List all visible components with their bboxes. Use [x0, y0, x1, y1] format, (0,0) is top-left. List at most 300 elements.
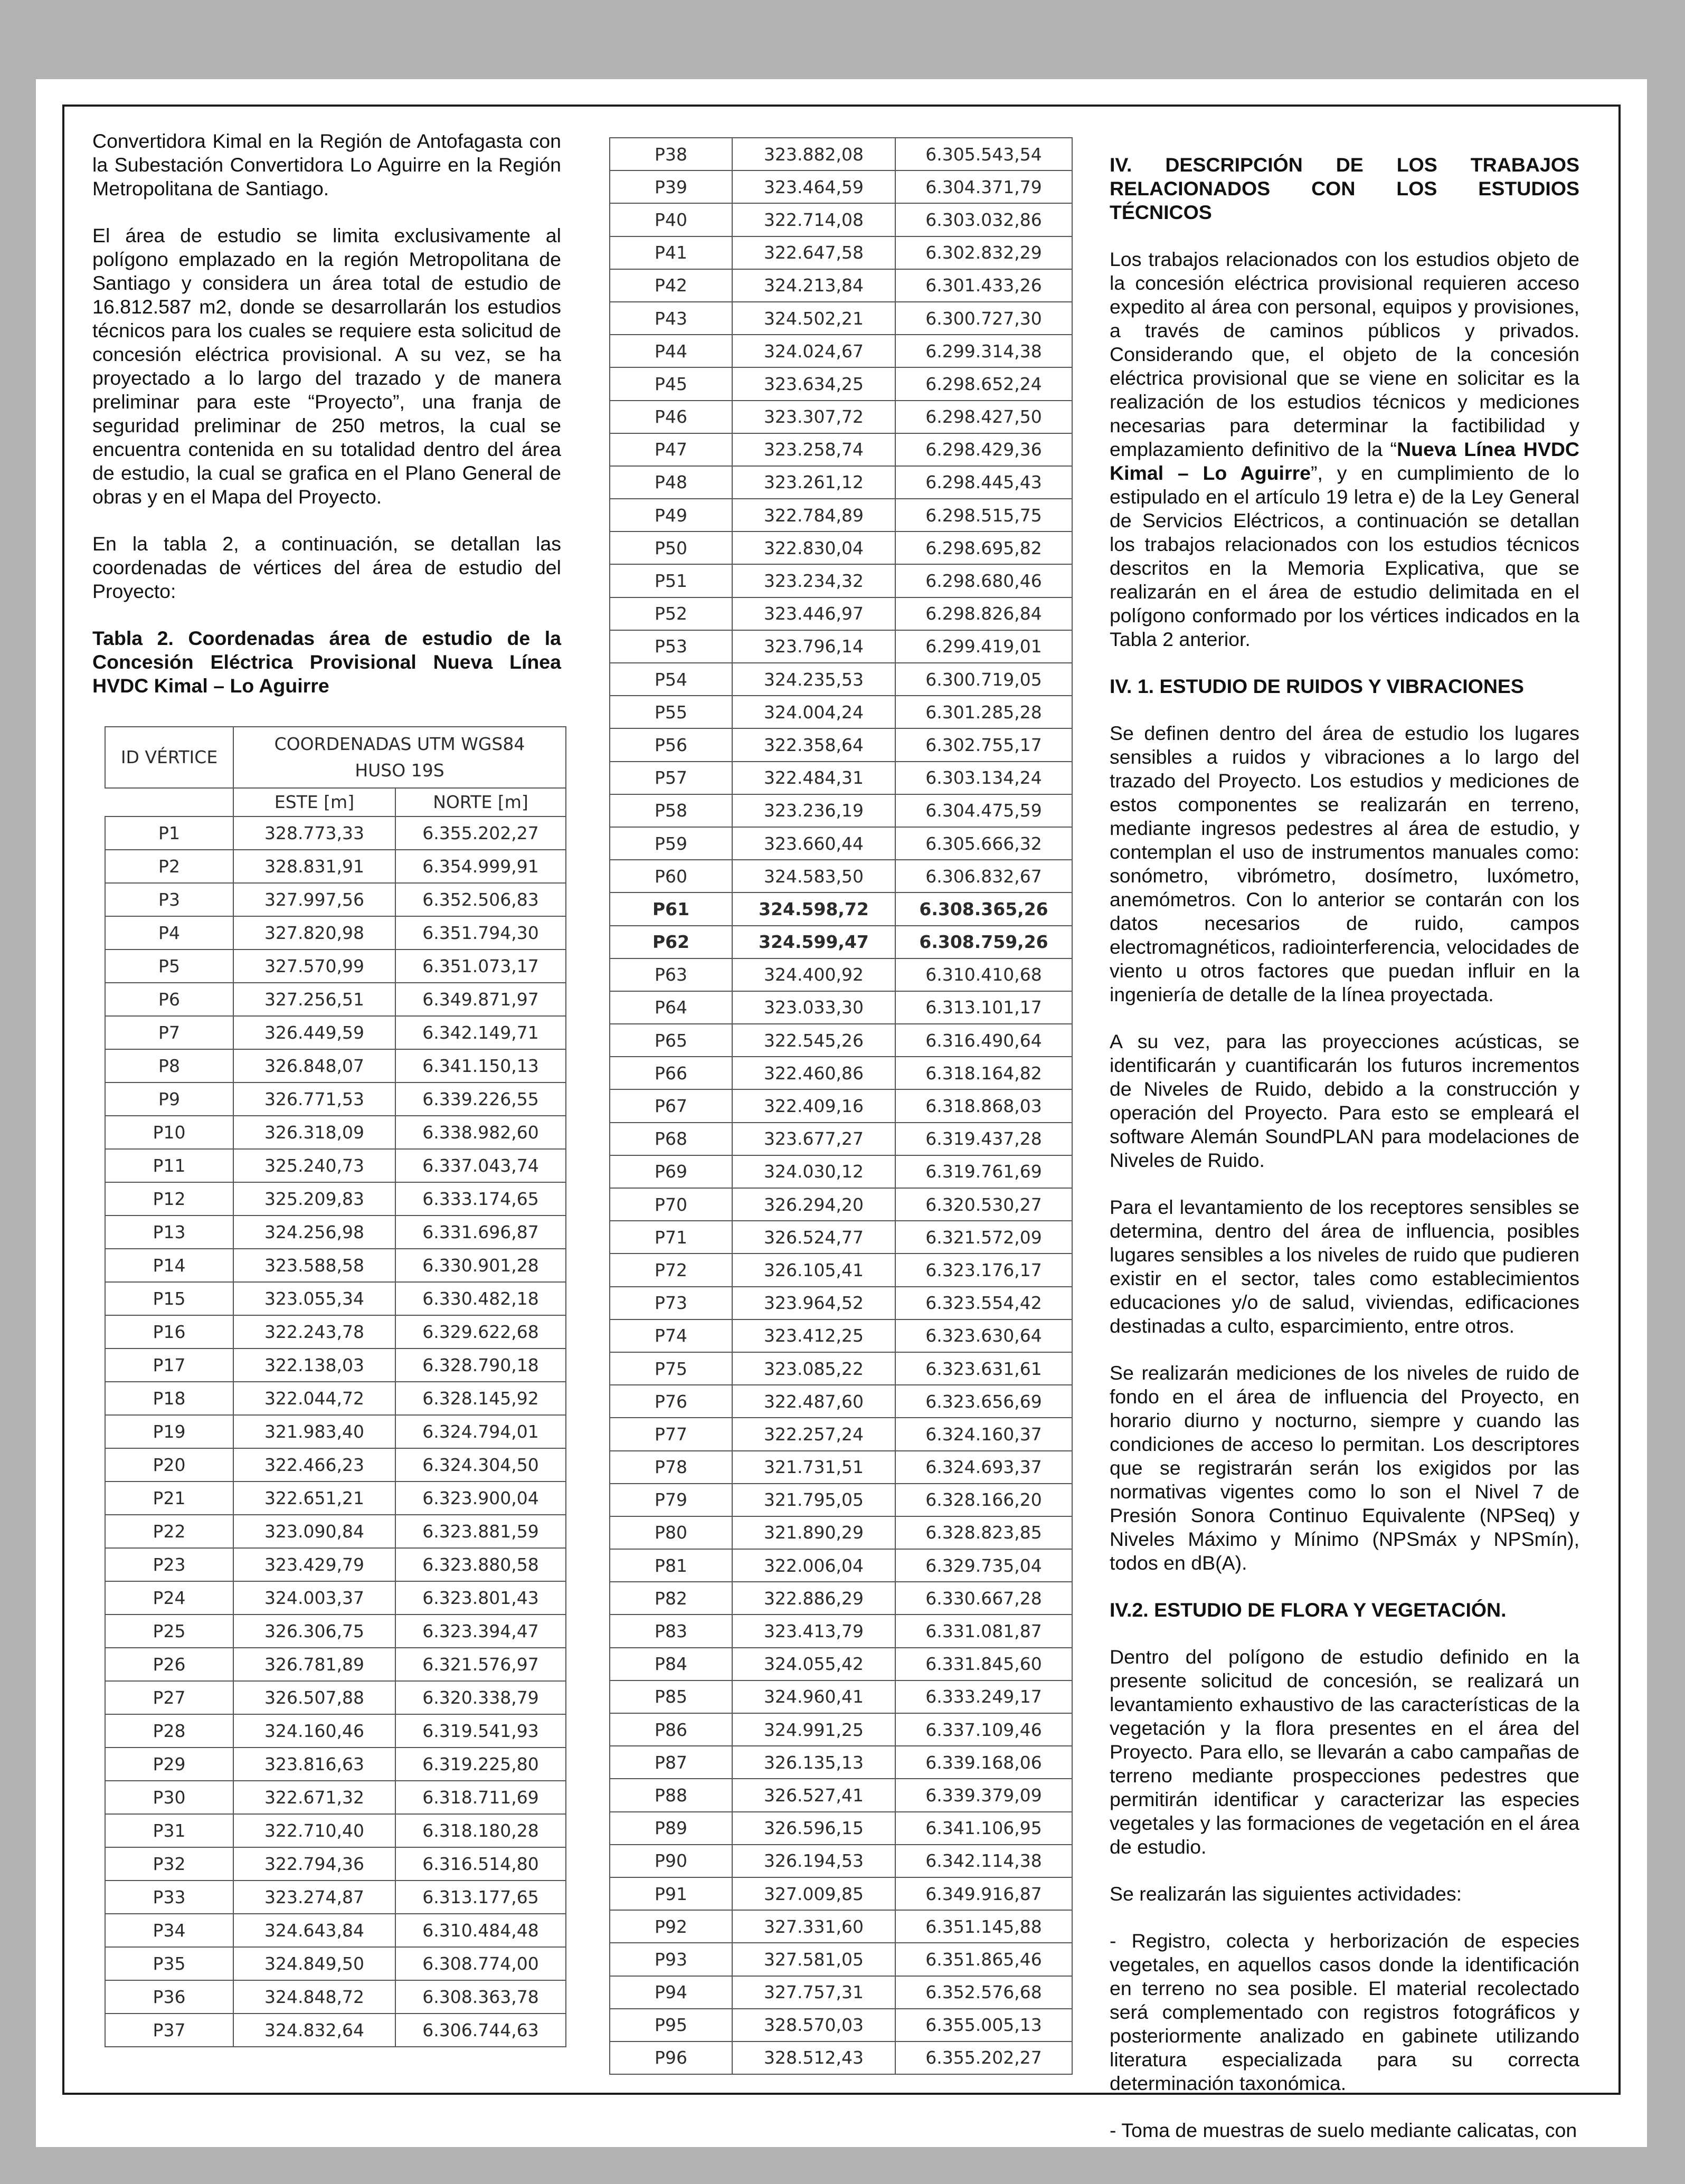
header-coordinates: COORDENADAS UTM WGS84 HUSO 19S	[233, 727, 566, 788]
table-row	[610, 1713, 1072, 1746]
este-cell: 323.236,19	[732, 794, 895, 827]
vertex-id-cell: P4	[105, 916, 233, 949]
paragraph-noise-2: A su vez, para las proyecciones acústicas, se identificarán y cuantificarán los futuros incrementos de Niveles de Ruido, debido a la construcción y operación del Proyecto. Para esto se empleará el software Alemán SoundPLAN para modelaciones de Niveles de Ruido.	[1110, 1030, 1579, 1171]
vertex-id-cell: P32	[105, 1847, 233, 1881]
table-row	[105, 1382, 566, 1415]
table-row	[105, 1182, 566, 1216]
vertex-id-cell: P11	[105, 1149, 233, 1182]
este-cell: 323.964,52	[732, 1287, 895, 1319]
table-row	[105, 1914, 566, 1947]
este-cell: 327.581,05	[732, 1943, 895, 1976]
norte-cell: 6.330.482,18	[395, 1282, 566, 1315]
table-row	[610, 597, 1072, 630]
table-row	[105, 1980, 566, 2014]
vertex-id-cell: P43	[610, 302, 732, 335]
norte-cell: 6.351.865,46	[895, 1943, 1072, 1976]
table-row	[105, 1581, 566, 1615]
norte-cell: 6.338.982,60	[395, 1116, 566, 1149]
norte-cell: 6.318.868,03	[895, 1089, 1072, 1122]
table-row	[105, 2014, 566, 2047]
vertex-id-cell: P26	[105, 1648, 233, 1681]
vertex-id-cell: P60	[610, 860, 732, 892]
norte-cell: 6.324.693,37	[895, 1451, 1072, 1484]
este-cell: 323.085,22	[732, 1352, 895, 1385]
vertex-id-cell: P95	[610, 2009, 732, 2041]
este-cell: 323.446,97	[732, 597, 895, 630]
vertex-id-cell: P56	[610, 728, 732, 761]
norte-cell: 6.321.576,97	[395, 1648, 566, 1681]
este-cell: 323.090,84	[233, 1515, 395, 1548]
norte-cell: 6.337.109,46	[895, 1713, 1072, 1746]
vertex-id-cell: P65	[610, 1024, 732, 1057]
paragraph-flora-1: Dentro del polígono de estudio definido en la presente solicitud de concesión, se realizará un levantamiento exhaustivo de las características de la vegetación y la flora presentes en el área del Proyecto. Para ello, se llevarán a cabo campañas de terreno mediante prospecciones pedestres que permitirán identificar y caracterizar las especies vegetales y las formaciones de vegetación en el área de estudio.	[1110, 1646, 1579, 1858]
vertex-id-cell: P72	[610, 1254, 732, 1286]
vertex-id-cell: P2	[105, 850, 233, 883]
section-heading-iv: IV. DESCRIPCIÓN DE LOS TRABAJOS RELACIONADOS CON LOS ESTUDIOS TÉCNICOS	[1110, 154, 1579, 223]
table-row	[105, 1149, 566, 1182]
table-row	[610, 1385, 1072, 1418]
este-cell: 326.135,13	[732, 1746, 895, 1779]
este-cell: 322.651,21	[233, 1482, 395, 1515]
este-cell: 328.773,33	[233, 816, 395, 850]
este-cell: 324.030,12	[732, 1155, 895, 1188]
table-row	[105, 850, 566, 883]
norte-cell: 6.323.176,17	[895, 1254, 1072, 1286]
este-cell: 322.830,04	[732, 531, 895, 564]
este-cell: 326.527,41	[732, 1779, 895, 1811]
este-cell: 324.024,67	[732, 335, 895, 367]
table-row	[610, 433, 1072, 466]
table-row	[610, 531, 1072, 564]
table-row	[610, 1516, 1072, 1549]
table-row	[610, 860, 1072, 892]
table-row	[105, 1349, 566, 1382]
table-row	[105, 816, 566, 850]
coordinates-table-part-1	[105, 726, 566, 2047]
vertex-id-cell: P93	[610, 1943, 732, 1976]
norte-cell: 6.323.631,61	[895, 1352, 1072, 1385]
norte-cell: 6.308.759,26	[895, 926, 1072, 958]
table-row	[105, 1082, 566, 1116]
norte-cell: 6.303.134,24	[895, 762, 1072, 794]
este-cell: 325.209,83	[233, 1182, 395, 1216]
norte-cell: 6.298.515,75	[895, 499, 1072, 531]
vertex-id-cell: P6	[105, 983, 233, 1016]
vertex-id-cell: P89	[610, 1812, 732, 1845]
norte-cell: 6.323.881,59	[395, 1515, 566, 1548]
este-cell: 322.044,72	[233, 1382, 395, 1415]
table-row	[610, 138, 1072, 170]
vertex-id-cell: P67	[610, 1089, 732, 1122]
norte-cell: 6.319.761,69	[895, 1155, 1072, 1188]
vertex-id-cell: P34	[105, 1914, 233, 1947]
vertex-id-cell: P75	[610, 1352, 732, 1385]
este-cell: 323.634,25	[732, 367, 895, 400]
este-cell: 324.583,50	[732, 860, 895, 892]
paragraph-noise-3: Para el levantamiento de los receptores sensibles se determina, dentro del área de influencia, posibles lugares sensibles a los niveles de ruido que pudieren existir en el sector, tales como establecimientos educaciones y/o de salud, viviendas, edificaciones destinadas a culto, esparcimiento, entre otros.	[1110, 1196, 1579, 1337]
este-cell: 327.331,60	[732, 1910, 895, 1943]
norte-cell: 6.324.304,50	[395, 1448, 566, 1482]
vertex-id-cell: P10	[105, 1116, 233, 1149]
table-row	[105, 1881, 566, 1914]
paragraph-noise-1: Se definen dentro del área de estudio los lugares sensibles a ruidos y vibraciones a lo largo del trazado del Proyecto. Los estudios y mediciones de estos componentes se realizarán en terreno, mediante ingresos pedestres al área de estudio, y contemplan el uso de instrumentos manuales como: sonómetro, vibrómetro, dosímetro, luxómetro, anemómetros. Con lo anterior se contarán con los datos necesarios de ruido, campos electromagnéticos, radiointerferencia, velocidades de viento u otros factores que puedan influir en la ingeniería de detalle de la línea proyectada.	[1110, 722, 1579, 1005]
norte-cell: 6.298.826,84	[895, 597, 1072, 630]
este-cell: 323.413,79	[732, 1615, 895, 1647]
este-cell: 321.795,05	[732, 1484, 895, 1516]
table-row	[610, 466, 1072, 499]
este-cell: 322.243,78	[233, 1315, 395, 1349]
norte-cell: 6.304.371,79	[895, 170, 1072, 203]
este-cell: 322.784,89	[732, 499, 895, 531]
table-row	[610, 564, 1072, 597]
este-cell: 324.055,42	[732, 1648, 895, 1680]
este-cell: 322.710,40	[233, 1814, 395, 1847]
este-cell: 324.643,84	[233, 1914, 395, 1947]
vertex-id-cell: P50	[610, 531, 732, 564]
norte-cell: 6.349.916,87	[895, 1877, 1072, 1910]
table-row	[610, 926, 1072, 958]
table-row	[105, 1748, 566, 1781]
norte-cell: 6.323.880,58	[395, 1548, 566, 1581]
vertex-id-cell: P15	[105, 1282, 233, 1315]
norte-cell: 6.310.484,48	[395, 1914, 566, 1947]
este-cell: 323.261,12	[732, 466, 895, 499]
norte-cell: 6.351.145,88	[895, 1910, 1072, 1943]
table-row	[610, 236, 1072, 269]
este-cell: 323.274,87	[233, 1881, 395, 1914]
table-row	[610, 1615, 1072, 1647]
este-cell: 324.598,72	[732, 892, 895, 925]
vertex-id-cell: P92	[610, 1910, 732, 1943]
este-cell: 326.771,53	[233, 1082, 395, 1116]
este-cell: 326.306,75	[233, 1615, 395, 1648]
este-cell: 322.409,16	[732, 1089, 895, 1122]
vertex-id-cell: P29	[105, 1748, 233, 1781]
este-cell: 322.466,23	[233, 1448, 395, 1482]
norte-cell: 6.305.543,54	[895, 138, 1072, 170]
norte-cell: 6.339.379,09	[895, 1779, 1072, 1811]
este-cell: 328.512,43	[732, 2041, 895, 2074]
table-caption: Tabla 2. Coordenadas área de estudio de la Concesión Eléctrica Provisional Nueva Línea HVDC Kimal – Lo Aguirre	[92, 627, 561, 697]
table-row	[610, 1976, 1072, 2009]
table-row	[610, 1812, 1072, 1845]
table-row	[610, 2041, 1072, 2074]
este-cell: 322.647,58	[732, 236, 895, 269]
table-row	[610, 1352, 1072, 1385]
norte-cell: 6.313.101,17	[895, 991, 1072, 1024]
este-cell: 327.009,85	[732, 1877, 895, 1910]
este-cell: 326.524,77	[732, 1221, 895, 1254]
norte-cell: 6.320.338,79	[395, 1681, 566, 1714]
vertex-id-cell: P73	[610, 1287, 732, 1319]
vertex-id-cell: P22	[105, 1515, 233, 1548]
norte-cell: 6.331.081,87	[895, 1615, 1072, 1647]
norte-cell: 6.355.202,27	[895, 2041, 1072, 2074]
table-row	[610, 2009, 1072, 2041]
este-cell: 326.294,20	[732, 1188, 895, 1221]
este-cell: 322.545,26	[732, 1024, 895, 1057]
vertex-id-cell: P66	[610, 1057, 732, 1089]
table-row	[610, 1877, 1072, 1910]
este-cell: 326.781,89	[233, 1648, 395, 1681]
table-row	[105, 1714, 566, 1748]
vertex-id-cell: P48	[610, 466, 732, 499]
norte-cell: 6.319.225,80	[395, 1748, 566, 1781]
vertex-id-cell: P78	[610, 1451, 732, 1484]
norte-cell: 6.324.794,01	[395, 1415, 566, 1448]
paragraph-works-text-b: ”, y en cumplimiento de lo estipulado en el artículo 19 letra e) de la Ley General de Servicios Eléctricos, a continuación se detallan los trabajos relacionados con los estudios técnicos descritos en la Memoria Explicativa, que se realizarán en el área de estudio delimitada en el polígono conformado por los vértices indicados en la Tabla 2 anterior.	[1110, 462, 1579, 650]
este-cell: 327.570,99	[233, 949, 395, 983]
header-norte: NORTE [m]	[395, 788, 566, 816]
paragraph-table-intro: En la tabla 2, a continuación, se detallan las coordenadas de vértices del área de estudio del Proyecto:	[92, 533, 561, 602]
section-heading-noise: IV. 1. ESTUDIO DE RUIDOS Y VIBRACIONES	[1110, 675, 1524, 697]
table-row	[610, 335, 1072, 367]
norte-cell: 6.333.249,17	[895, 1680, 1072, 1713]
table-row	[105, 916, 566, 949]
norte-cell: 6.355.005,13	[895, 2009, 1072, 2041]
table-row	[105, 1681, 566, 1714]
vertex-id-cell: P21	[105, 1482, 233, 1515]
vertex-id-cell: P25	[105, 1615, 233, 1648]
este-cell: 323.796,14	[732, 630, 895, 663]
norte-cell: 6.351.794,30	[395, 916, 566, 949]
vertex-id-cell: P31	[105, 1814, 233, 1847]
table-row	[610, 663, 1072, 696]
este-cell: 324.235,53	[732, 663, 895, 696]
norte-cell: 6.299.419,01	[895, 630, 1072, 663]
section-heading-flora: IV.2. ESTUDIO DE FLORA Y VEGETACIÓN.	[1110, 1599, 1507, 1621]
table-row	[610, 728, 1072, 761]
norte-cell: 6.301.433,26	[895, 269, 1072, 302]
norte-cell: 6.328.823,85	[895, 1516, 1072, 1549]
norte-cell: 6.308.363,78	[395, 1980, 566, 2014]
table-row	[610, 269, 1072, 302]
este-cell: 328.570,03	[732, 2009, 895, 2041]
table-row	[105, 1515, 566, 1548]
table-row	[610, 1089, 1072, 1122]
norte-cell: 6.302.832,29	[895, 236, 1072, 269]
este-cell: 322.794,36	[233, 1847, 395, 1881]
vertex-id-cell: P9	[105, 1082, 233, 1116]
table-row	[105, 1016, 566, 1049]
vertex-id-cell: P46	[610, 401, 732, 433]
este-cell: 326.318,09	[233, 1116, 395, 1149]
este-cell: 326.596,15	[732, 1812, 895, 1845]
norte-cell: 6.308.365,26	[895, 892, 1072, 925]
norte-cell: 6.305.666,32	[895, 827, 1072, 860]
vertex-id-cell: P42	[610, 269, 732, 302]
norte-cell: 6.298.429,36	[895, 433, 1072, 466]
table-row	[105, 1947, 566, 1980]
norte-cell: 6.301.285,28	[895, 696, 1072, 728]
table-row	[105, 1615, 566, 1648]
este-cell: 323.258,74	[732, 433, 895, 466]
norte-cell: 6.298.680,46	[895, 564, 1072, 597]
este-cell: 322.487,60	[732, 1385, 895, 1418]
vertex-id-cell: P79	[610, 1484, 732, 1516]
norte-cell: 6.320.530,27	[895, 1188, 1072, 1221]
vertex-id-cell: P23	[105, 1548, 233, 1581]
norte-cell: 6.323.900,04	[395, 1482, 566, 1515]
vertex-id-cell: P38	[610, 138, 732, 170]
paragraph-works-text-a: Los trabajos relacionados con los estudios objeto de la concesión eléctrica provisional requieren acceso expedito al área con personal, equipos y provisiones, a través de caminos públicos y privados. Considerando que, el objeto de la concesión eléctrica provisional que se viene en solicitar es la realización de los estudios técnicos y mediciones necesarias para determinar la factibilidad y emplazamiento definitivo de la “	[1110, 248, 1579, 460]
vertex-id-cell: P62	[610, 926, 732, 958]
norte-cell: 6.298.695,82	[895, 531, 1072, 564]
vertex-id-cell: P74	[610, 1319, 732, 1352]
norte-cell: 6.298.427,50	[895, 401, 1072, 433]
header-este: ESTE [m]	[233, 788, 395, 816]
este-cell: 327.820,98	[233, 916, 395, 949]
este-cell: 321.890,29	[732, 1516, 895, 1549]
norte-cell: 6.355.202,27	[395, 816, 566, 850]
este-cell: 324.003,37	[233, 1581, 395, 1615]
table-row	[610, 1943, 1072, 1976]
este-cell: 322.886,29	[732, 1582, 895, 1615]
table-row	[105, 1448, 566, 1482]
vertex-id-cell: P76	[610, 1385, 732, 1418]
este-cell: 322.138,03	[233, 1349, 395, 1382]
norte-cell: 6.330.667,28	[895, 1582, 1072, 1615]
paragraph-works-description	[1110, 248, 1579, 651]
este-cell: 323.660,44	[732, 827, 895, 860]
norte-cell: 6.351.073,17	[395, 949, 566, 983]
este-cell: 324.256,98	[233, 1216, 395, 1249]
table-row	[105, 1548, 566, 1581]
table-row	[610, 1779, 1072, 1811]
vertex-id-cell: P35	[105, 1947, 233, 1980]
table-row	[105, 1781, 566, 1814]
table-row	[610, 1484, 1072, 1516]
este-cell: 326.848,07	[233, 1049, 395, 1082]
table-row	[610, 991, 1072, 1024]
norte-cell: 6.349.871,97	[395, 983, 566, 1016]
este-cell: 327.256,51	[233, 983, 395, 1016]
norte-cell: 6.328.145,92	[395, 1382, 566, 1415]
norte-cell: 6.339.226,55	[395, 1082, 566, 1116]
table-row	[105, 883, 566, 916]
este-cell: 322.006,04	[732, 1549, 895, 1582]
table-row	[610, 1319, 1072, 1352]
paragraph-flora-4: - Toma de muestras de suelo mediante calicatas, con	[1110, 2119, 1577, 2141]
este-cell: 323.307,72	[732, 401, 895, 433]
norte-cell: 6.300.719,05	[895, 663, 1072, 696]
vertex-id-cell: P81	[610, 1549, 732, 1582]
norte-cell: 6.306.744,63	[395, 2014, 566, 2047]
table-row	[610, 499, 1072, 531]
table-row	[105, 1648, 566, 1681]
paragraph-study-area: El área de estudio se limita exclusivamente al polígono emplazado en la región Metropolitana de Santiago y considera un área total de estudio de 16.812.587 m2, donde se desarrollarán los estudios técnicos para los cuales se requiere esta solicitud de concesión eléctrica provisional. A su vez, se ha proyectado a lo largo del trazado y de manera preliminar para este “Proyecto”, una franja de seguridad preliminar de 250 metros, la cual se encuentra contenida en su totalidad dentro del área de estudio, la cual se grafica en el Plano General de obras y en el Mapa del Proyecto.	[92, 224, 561, 508]
vertex-id-cell: P70	[610, 1188, 732, 1221]
table-row	[610, 1221, 1072, 1254]
coordinates-table-body-2	[610, 138, 1072, 2074]
paragraph-intro-continuation: Convertidora Kimal en la Región de Antofagasta con la Subestación Convertidora Lo Aguirre en la Región Metropolitana de Santiago.	[92, 130, 561, 200]
vertex-id-cell: P82	[610, 1582, 732, 1615]
este-cell: 323.588,58	[233, 1249, 395, 1282]
este-cell: 322.671,32	[233, 1781, 395, 1814]
vertex-id-cell: P61	[610, 892, 732, 925]
norte-cell: 6.306.832,67	[895, 860, 1072, 892]
norte-cell: 6.323.554,42	[895, 1287, 1072, 1319]
table-row	[610, 1254, 1072, 1286]
este-cell: 324.502,21	[732, 302, 895, 335]
este-cell: 321.731,51	[732, 1451, 895, 1484]
vertex-id-cell: P19	[105, 1415, 233, 1448]
vertex-id-cell: P39	[610, 170, 732, 203]
vertex-id-cell: P33	[105, 1881, 233, 1914]
table-row	[610, 958, 1072, 991]
table-row	[610, 1582, 1072, 1615]
este-cell: 324.599,47	[732, 926, 895, 958]
vertex-id-cell: P83	[610, 1615, 732, 1647]
norte-cell: 6.342.149,71	[395, 1016, 566, 1049]
este-cell: 322.257,24	[732, 1418, 895, 1450]
table-row	[105, 1482, 566, 1515]
table-row	[610, 367, 1072, 400]
este-cell: 322.484,31	[732, 762, 895, 794]
norte-cell: 6.352.576,68	[895, 1976, 1072, 2009]
norte-cell: 6.323.630,64	[895, 1319, 1072, 1352]
table-row	[610, 1648, 1072, 1680]
paragraph-noise-4: Se realizarán mediciones de los niveles de ruido de fondo en el área de influencia del Proyecto, en horario diurno y nocturno, siempre y cuando las condiciones de acceso lo permitan. Los descriptores que se registrarán serán los exigidos por las normativas vigentes como lo son el Nivel 7 de Presión Sonora Continuo Equivalente (NPSeq) y Niveles Máximo y Mínimo (NPSmáx y NPSmín), todos en dB(A).	[1110, 1362, 1579, 1574]
vertex-id-cell: P52	[610, 597, 732, 630]
este-cell: 326.105,41	[732, 1254, 895, 1286]
norte-cell: 6.328.790,18	[395, 1349, 566, 1382]
este-cell: 326.194,53	[732, 1845, 895, 1877]
vertex-id-cell: P64	[610, 991, 732, 1024]
table-row	[610, 302, 1072, 335]
norte-cell: 6.341.106,95	[895, 1812, 1072, 1845]
norte-cell: 6.299.314,38	[895, 335, 1072, 367]
norte-cell: 6.354.999,91	[395, 850, 566, 883]
norte-cell: 6.310.410,68	[895, 958, 1072, 991]
este-cell: 324.213,84	[732, 269, 895, 302]
vertex-id-cell: P28	[105, 1714, 233, 1748]
vertex-id-cell: P88	[610, 1779, 732, 1811]
este-cell: 322.714,08	[732, 203, 895, 236]
este-cell: 323.677,27	[732, 1123, 895, 1155]
este-cell: 324.400,92	[732, 958, 895, 991]
table-row	[105, 1282, 566, 1315]
este-cell: 323.429,79	[233, 1548, 395, 1581]
vertex-id-cell: P63	[610, 958, 732, 991]
este-cell: 323.234,32	[732, 564, 895, 597]
table-row	[610, 1418, 1072, 1450]
este-cell: 321.983,40	[233, 1415, 395, 1448]
norte-cell: 6.323.656,69	[895, 1385, 1072, 1418]
table-row	[610, 630, 1072, 663]
table-row	[610, 696, 1072, 728]
table-row	[105, 1315, 566, 1349]
este-cell: 326.507,88	[233, 1681, 395, 1714]
norte-cell: 6.318.180,28	[395, 1814, 566, 1847]
vertex-id-cell: P27	[105, 1681, 233, 1714]
norte-cell: 6.308.774,00	[395, 1947, 566, 1980]
este-cell: 324.848,72	[233, 1980, 395, 2014]
norte-cell: 6.318.711,69	[395, 1781, 566, 1814]
norte-cell: 6.302.755,17	[895, 728, 1072, 761]
vertex-id-cell: P41	[610, 236, 732, 269]
table-row	[610, 1549, 1072, 1582]
vertex-id-cell: P80	[610, 1516, 732, 1549]
vertex-id-cell: P84	[610, 1648, 732, 1680]
table-row	[610, 762, 1072, 794]
norte-cell: 6.313.177,65	[395, 1881, 566, 1914]
este-cell: 327.757,31	[732, 1976, 895, 2009]
norte-cell: 6.298.652,24	[895, 367, 1072, 400]
norte-cell: 6.316.490,64	[895, 1024, 1072, 1057]
coordinates-table-body-1	[105, 816, 566, 2047]
table-row	[610, 203, 1072, 236]
